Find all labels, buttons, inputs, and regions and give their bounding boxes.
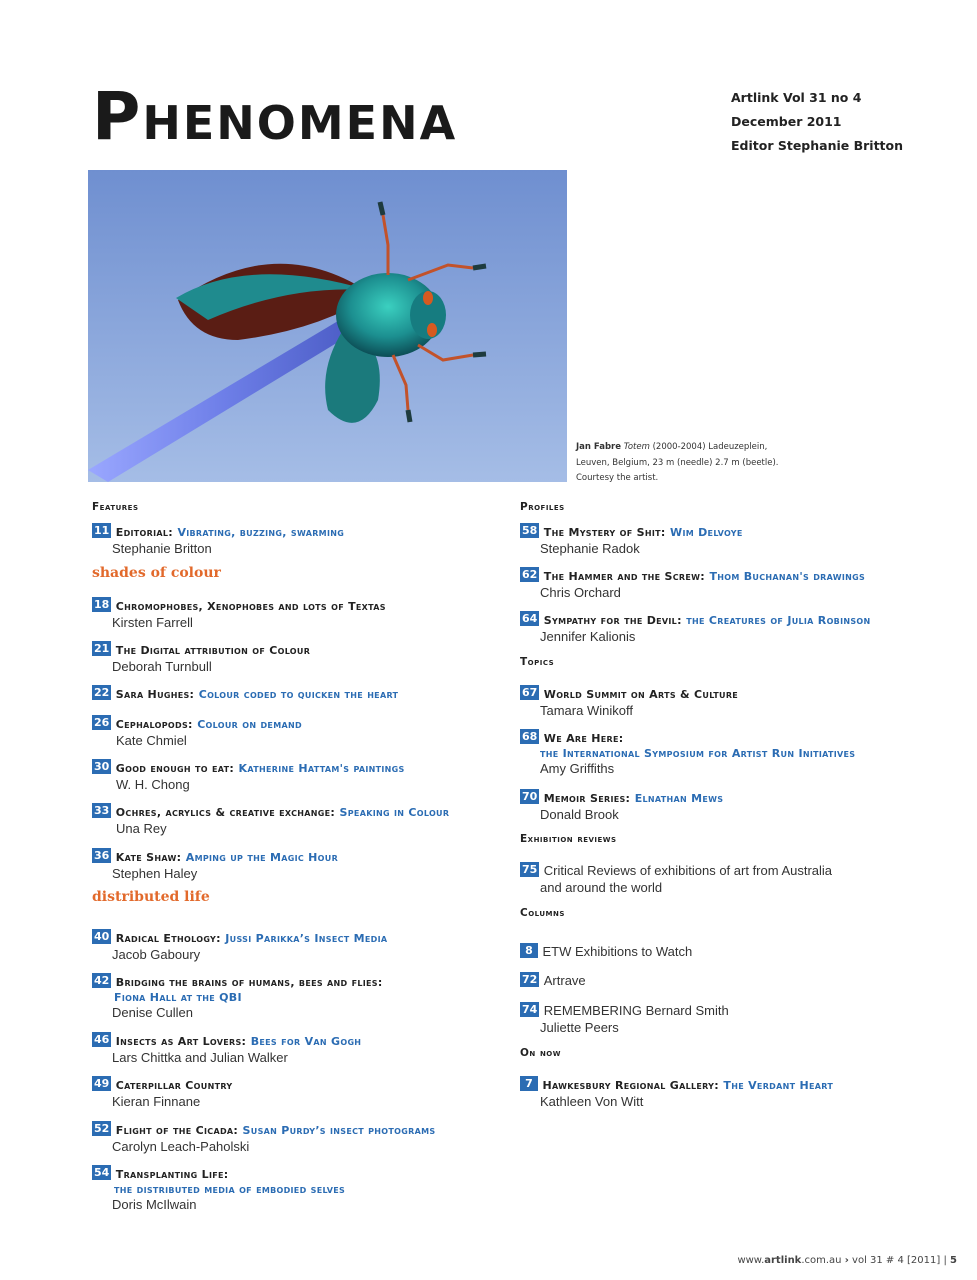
entry-subtitle: the International Symposium for Artist Run Initiatives: [540, 747, 856, 760]
entry-author: Denise Cullen: [112, 1005, 193, 1020]
entry-author: Chris Orchard: [540, 585, 621, 600]
toc-entry[interactable]: [520, 611, 871, 644]
toc-entry[interactable]: [92, 803, 449, 836]
page-number: 26: [94, 716, 110, 729]
footer-issue: vol 31 # 4 [2011]: [852, 1255, 941, 1266]
cover-photo: [88, 170, 567, 482]
photo-caption: [576, 440, 806, 487]
entry-title: Good enough to eat:: [115, 762, 235, 775]
footer-separator: |: [943, 1255, 947, 1266]
entry-title: The Hammer and the Screw:: [543, 570, 705, 583]
toc-entry[interactable]: [520, 1002, 729, 1035]
caption-work: Totem: [623, 442, 650, 452]
entry-title: Radical Ethology:: [115, 932, 221, 945]
entry-title: Editorial:: [115, 526, 173, 539]
footer-domain: .com.au: [801, 1255, 842, 1266]
entry-title: Hawkesbury Regional Gallery:: [542, 1079, 719, 1092]
entry-author: Juliette Peers: [540, 1020, 619, 1035]
entry-author: Donald Brook: [540, 807, 619, 822]
toc-entry[interactable]: [520, 862, 832, 895]
entry-author: Amy Griffiths: [540, 761, 615, 776]
entry-subtitle: Fiona Hall at the QBI: [114, 991, 242, 1004]
entry-text: REMEMBERING Bernard Smith: [543, 1003, 729, 1018]
toc-entry[interactable]: [520, 1076, 833, 1109]
page-number: 30: [94, 760, 110, 773]
page-number: 11: [94, 524, 110, 537]
entry-text: Artrave: [543, 973, 586, 988]
caption-details-2: Leuven, Belgium, 23 m (needle) 2.7 m (beetle).: [576, 457, 779, 468]
columns-heading: Columns: [520, 907, 565, 919]
entry-subtitle: Colour coded to quicken the heart: [198, 688, 399, 701]
entry-subtitle: Elnathan Mews: [634, 792, 724, 805]
entry-author: Kate Chmiel: [116, 733, 187, 748]
entry-author: Carolyn Leach-Paholski: [112, 1139, 250, 1154]
page-title: Phenomena: [92, 78, 458, 155]
entry-subtitle: Katherine Hattam's paintings: [238, 762, 405, 775]
toc-entry[interactable]: [92, 641, 310, 674]
entry-title: Chromophobes, Xenophobes and lots of Textas: [115, 600, 386, 613]
entry-author: Lars Chittka and Julian Walker: [112, 1050, 288, 1065]
entry-text: Critical Reviews of exhibitions of art from Australia: [543, 863, 833, 878]
footer-site: artlink: [764, 1255, 802, 1266]
entry-author: Stephanie Radok: [540, 541, 640, 556]
entry-author: Deborah Turnbull: [112, 659, 212, 674]
entry-subtitle: Jussi Parikka’s Insect Media: [225, 932, 388, 945]
entry-subtitle: Wim Delvoye: [670, 526, 743, 539]
caption-details-1: (2000-2004) Ladeuzeplein,: [652, 442, 768, 452]
page-number: 21: [94, 642, 110, 655]
entry-title: World Summit on Arts & Culture: [543, 688, 739, 701]
toc-entry[interactable]: [520, 729, 855, 776]
entry-title: Flight of the Cicada:: [115, 1124, 239, 1137]
page-number: 74: [522, 1003, 538, 1016]
entry-subtitle: the distributed media of embodied selves: [114, 1183, 346, 1196]
profiles-heading: Profiles: [520, 501, 565, 513]
toc-entry[interactable]: [520, 943, 692, 961]
toc-entry[interactable]: [92, 1165, 345, 1212]
issue-date: December 2011: [731, 114, 842, 129]
page-number-footer: 5: [950, 1255, 957, 1266]
page-number: 58: [522, 524, 538, 537]
section-shades-of-colour: shades of colour: [92, 565, 221, 581]
toc-entry[interactable]: [92, 685, 398, 703]
entry-author: W. H. Chong: [116, 777, 190, 792]
entry-subtitle: Colour on demand: [197, 718, 302, 731]
entry-text: ETW Exhibitions to Watch: [542, 944, 693, 959]
beetle-sculpture-image: [88, 170, 567, 482]
page-number: 8: [520, 943, 538, 958]
page-number: 54: [94, 1166, 110, 1179]
entry-author: Stephen Haley: [112, 866, 198, 881]
toc-entry[interactable]: [92, 759, 405, 792]
entry-author: Kieran Finnane: [112, 1094, 201, 1109]
page-number: 75: [522, 863, 538, 876]
entry-subtitle: The Verdant Heart: [723, 1079, 834, 1092]
entry-subtitle: Thom Buchanan's drawings: [709, 570, 866, 583]
chevron-right-icon: ›: [844, 1255, 849, 1266]
caption-artist: Jan Fabre: [576, 442, 621, 452]
toc-entry[interactable]: [92, 1032, 361, 1065]
page-number: 40: [94, 930, 110, 943]
section-distributed-life: distributed life: [92, 889, 210, 905]
toc-entry[interactable]: [92, 715, 302, 748]
page-number: 42: [94, 974, 110, 987]
entry-title: We Are Here:: [543, 732, 624, 745]
entry-title: Transplanting Life:: [115, 1168, 229, 1181]
toc-entry[interactable]: [520, 685, 738, 718]
page-number: 72: [522, 973, 538, 986]
entry-title: Sara Hughes:: [115, 688, 195, 701]
entry-text-continued: and around the world: [540, 880, 663, 895]
page-number: 68: [522, 730, 538, 743]
page-number: 22: [94, 686, 110, 699]
issue-label: Artlink Vol 31 no 4: [731, 90, 862, 105]
entry-subtitle: Amping up the Magic Hour: [185, 851, 339, 864]
page-number: 18: [94, 598, 110, 611]
on-now-heading: On now: [520, 1047, 561, 1059]
page-number: 7: [520, 1076, 538, 1091]
entry-title: The Digital attribution of Colour: [115, 644, 311, 657]
entry-author: Una Rey: [116, 821, 167, 836]
entry-title: Cephalopods:: [115, 718, 193, 731]
entry-author: Kirsten Farrell: [112, 615, 193, 630]
page-number: 49: [94, 1077, 110, 1090]
page-footer: [737, 1255, 957, 1266]
entry-title: Sympathy for the Devil:: [543, 614, 682, 627]
entry-subtitle: the Creatures of Julia Robinson: [686, 614, 871, 627]
entry-subtitle: Vibrating, buzzing, swarming: [177, 526, 345, 539]
toc-entry[interactable]: [92, 973, 383, 1020]
entry-title: Memoir Series:: [543, 792, 631, 805]
entry-author: Jacob Gaboury: [112, 947, 201, 962]
page-number: 64: [522, 612, 538, 625]
toc-entry[interactable]: [92, 1121, 435, 1154]
entry-author: Doris McIlwain: [112, 1197, 197, 1212]
page-number: 70: [522, 790, 538, 803]
entry-title: Ochres, acrylics & creative exchange:: [115, 806, 336, 819]
entry-author: Tamara Winikoff: [540, 703, 633, 718]
toc-entry[interactable]: [92, 523, 344, 556]
toc-entry[interactable]: [520, 789, 723, 822]
toc-entry[interactable]: [520, 567, 865, 600]
entry-subtitle: Susan Purdy’s insect photograms: [242, 1124, 436, 1137]
entry-author: Stephanie Britton: [112, 541, 212, 556]
entry-title: Kate Shaw:: [115, 851, 182, 864]
page-number: 46: [94, 1033, 110, 1046]
masthead: [731, 86, 903, 158]
entry-author: Jennifer Kalionis: [540, 629, 636, 644]
toc-entry[interactable]: [520, 523, 743, 556]
page-number: 36: [94, 849, 110, 862]
features-heading: Features: [92, 501, 139, 513]
entry-title: Insects as Art Lovers:: [115, 1035, 247, 1048]
page-number: 62: [522, 568, 538, 581]
toc-entry[interactable]: [92, 1076, 232, 1109]
topics-heading: Topics: [520, 656, 555, 668]
entry-subtitle: Speaking in Colour: [339, 806, 450, 819]
editor-credit: Editor Stephanie Britton: [731, 138, 904, 153]
toc-entry[interactable]: [520, 972, 586, 990]
page-number: 52: [94, 1122, 110, 1135]
entry-title: Caterpillar Country: [115, 1079, 233, 1092]
entry-title: Bridging the brains of humans, bees and flies:: [115, 976, 383, 989]
toc-entry[interactable]: [92, 597, 386, 630]
caption-details-3: Courtesy the artist.: [576, 473, 659, 483]
toc-entry[interactable]: [92, 929, 387, 962]
entry-subtitle: Bees for Van Gogh: [250, 1035, 362, 1048]
toc-entry[interactable]: [92, 848, 338, 881]
page-number: 33: [94, 804, 110, 817]
entry-author: Kathleen Von Witt: [540, 1094, 644, 1109]
exhibition-reviews-heading: Exhibition reviews: [520, 833, 617, 845]
page-number: 67: [522, 686, 538, 699]
footer-url-prefix: www.: [737, 1255, 765, 1266]
entry-title: The Mystery of Shit:: [543, 526, 666, 539]
